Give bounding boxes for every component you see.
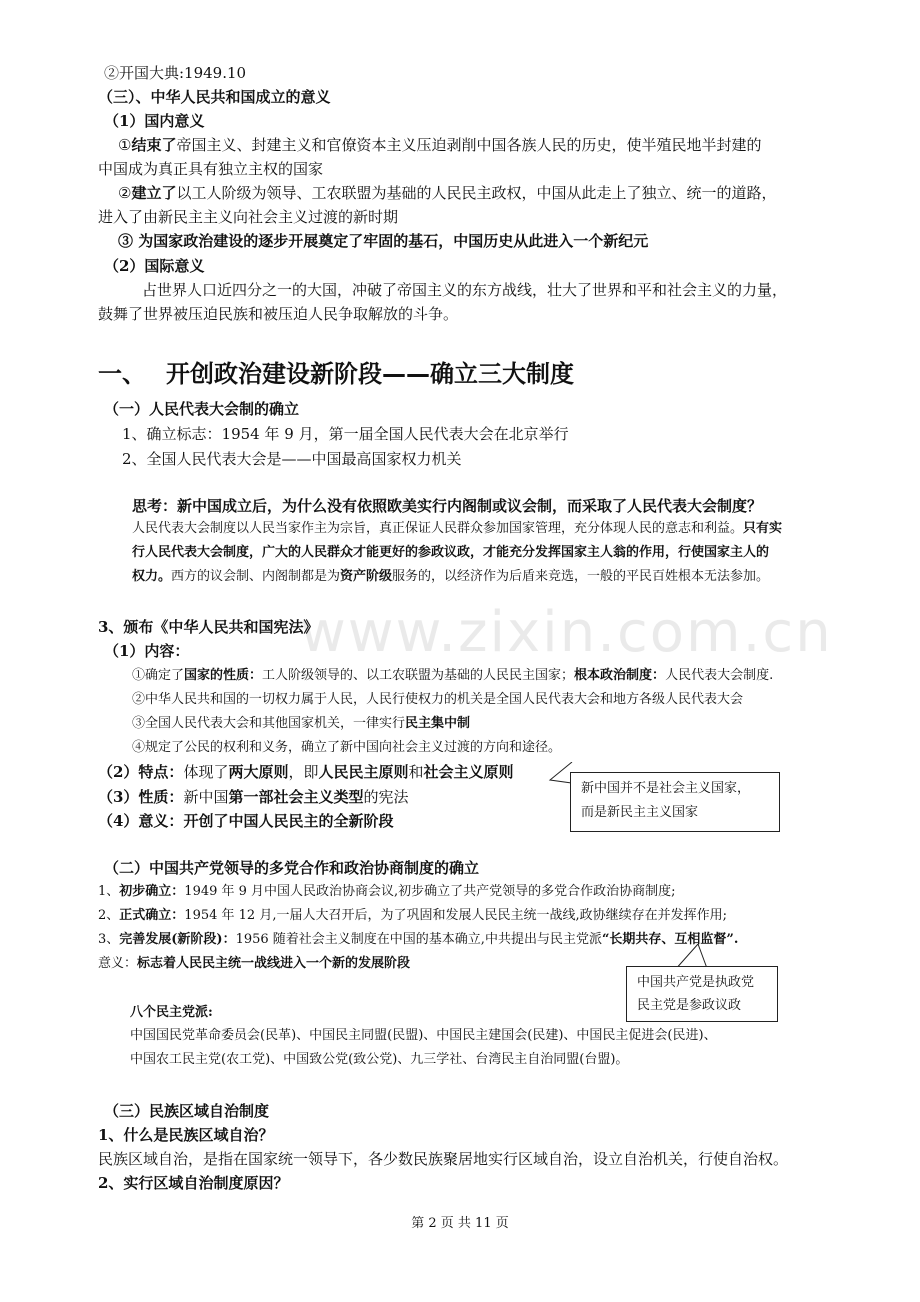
emphasis: 国家的性质： — [184, 668, 263, 683]
text-line: ②中华人民共和国的一切权力属于人民，人民行使权力的机关是全国人民代表大会和地方各级人民代表大会 — [132, 692, 744, 707]
emphasis: 结束了 — [131, 136, 177, 154]
question: 思考：新中国成立后，为什么没有依照欧美实行内阁制或议会制，而采取了人民代表大会制度？ — [132, 497, 763, 515]
text-line: 进入了由新民主主义向社会主义过渡的新时期 — [98, 208, 399, 226]
emphasis: 只有实 — [743, 521, 783, 536]
text: 1、 — [98, 884, 120, 899]
text-line — [132, 665, 773, 687]
text: ①确定了 — [132, 668, 185, 683]
text: 西方的议会制、内阁制都是为 — [171, 569, 341, 584]
text: 的宪法 — [363, 788, 409, 806]
text-line: ④规定了公民的权利和义务，确立了新中国向社会主义过渡的方向和途径。 — [132, 740, 562, 755]
text: 工人阶级领导的、以工农联盟为基础的人民民主国家； — [262, 668, 575, 683]
sub-heading: （2）国际意义 — [104, 257, 205, 275]
text: 意义： — [98, 956, 138, 971]
callout-text: 中国共产党是执政党 — [637, 975, 755, 990]
sub-heading: 2、实行区域自治制度原因？ — [98, 1174, 289, 1192]
text-line — [98, 761, 514, 783]
callout-box — [570, 772, 780, 832]
label: （2）特点： — [98, 763, 184, 781]
watermark: www.zixin.com.cn — [300, 600, 833, 665]
emphasis: 两大原则 — [228, 763, 289, 781]
text-line — [118, 182, 776, 204]
text-line — [132, 518, 782, 540]
heading-number: 一、 — [98, 360, 146, 388]
text-line: 中国成为真正具有独立主权的国家 — [98, 160, 324, 178]
emphasis: 民主集中制 — [405, 716, 471, 731]
emphasis: “长期共存、互相监督”. — [601, 932, 739, 947]
page-title — [98, 358, 574, 390]
text-line: 中国国民党革命委员会(民革)、中国民主同盟(民盟)、中国民主建国会(民建)、中国民主促进会(民进)、 — [130, 1028, 717, 1043]
text-line — [98, 953, 410, 975]
emphasis: 建立了 — [131, 184, 177, 202]
callout-text: 民主党是参政议政 — [637, 998, 742, 1013]
label: （3）性质： — [98, 788, 184, 806]
text: 2、 — [98, 908, 120, 923]
sub-heading: （1）国内意义 — [104, 112, 205, 130]
text-line: 鼓舞了世界被压迫民族和被压迫人民争取解放的斗争。 — [98, 305, 459, 323]
section-heading: （二）中国共产党领导的多党合作和政治协商制度的确立 — [104, 859, 480, 877]
text-line — [98, 929, 738, 951]
text: 人民代表大会制度以人民当家作主为宗旨，真正保证人民群众参加国家管理，充分体现人民的意志和利益。 — [132, 521, 744, 536]
emphasis: 社会主义原则 — [423, 763, 514, 781]
text-line: 民族区域自治，是指在国家统一领导下，各少数民族聚居地实行区域自治，设立自治机关，行使自治权。 — [98, 1150, 789, 1168]
section-heading: （一）人民代表大会制的确立 — [104, 400, 300, 418]
list-marker: ① — [118, 136, 132, 154]
text-line — [118, 134, 761, 156]
text: 人民代表大会制度. — [665, 668, 774, 683]
callout-text: 新中国并不是社会主义国家， — [581, 781, 751, 796]
sub-heading: 八个民主党派: — [130, 1005, 213, 1020]
page-number: 第 2 页 共 11 页 — [411, 1216, 509, 1231]
text-line — [132, 566, 769, 588]
text-line: ③ 为国家政治建设的逐步开展奠定了牢固的基石，中国历史从此进入一个新纪元 — [118, 232, 649, 250]
label: （4）意义： — [98, 812, 184, 830]
text-line: 1、确立标志：1954 年 9 月，第一届全国人民代表大会在北京举行 — [122, 425, 569, 443]
callout-text: 而是新民主主义国家 — [581, 805, 699, 820]
section-heading: 3、颁布《中华人民共和国宪法》 — [98, 618, 319, 636]
text-line — [98, 810, 393, 832]
text: 以工人阶级为领导、工农联盟为基础的人民民主政权，中国从此走上了独立、统一的道路， — [176, 184, 777, 202]
emphasis: 人民民主原则 — [318, 763, 409, 781]
text-line: 中国农工民主党(农工党)、中国致公党(致公党)、九三学社、台湾民主自治同盟(台盟)。 — [130, 1052, 629, 1067]
emphasis: 资产阶级 — [340, 569, 393, 584]
text: 1956 随着社会主义制度在中国的基本确立,中共提出与民主党派 — [235, 932, 602, 947]
text-line — [98, 905, 727, 927]
sub-heading: 1、什么是民族区域自治？ — [98, 1126, 274, 1144]
text-line — [132, 713, 470, 735]
emphasis: 完善发展(新阶段)： — [119, 932, 236, 947]
text: 服务的，以经济作为后盾来竞选，一般的平民百姓根本无法参加。 — [392, 569, 770, 584]
heading-text: 开创政治建设新阶段——确立三大制度 — [166, 360, 574, 388]
sub-heading: （1）内容： — [104, 642, 190, 660]
text: 帝国主义、封建主义和官僚资本主义压迫剥削中国各族人民的历史，使半殖民地半封建的 — [176, 136, 762, 154]
text-line: 行人民代表大会制度，广大的人民群众才能更好的参政议政，才能充分发挥国家主人翁的作用，行使国家主人的 — [132, 545, 770, 560]
text: 开创了中国人民民主的全新阶段 — [183, 812, 394, 830]
text: 1954 年 12 月,一届人大召开后，为了巩固和发展人民民主统一战线,政协继续存在并发挥作用; — [184, 908, 727, 923]
callout-box — [626, 966, 778, 1022]
emphasis: 初步确立： — [119, 884, 185, 899]
section-heading: （三）民族区域自治制度 — [104, 1102, 270, 1120]
emphasis: 第一部社会主义类型 — [228, 788, 364, 806]
emphasis: 标志着人民民主统一战线进入一个新的发展阶段 — [137, 956, 411, 971]
text: 和 — [408, 763, 424, 781]
text-line — [98, 881, 676, 903]
emphasis: 权力。 — [132, 569, 172, 584]
list-marker: ② — [118, 184, 132, 202]
text-line: ②开国大典:1949.10 — [104, 64, 247, 82]
text-line: 占世界人口近四分之一的大国，冲破了帝国主义的东方战线，壮大了世界和平和社会主义的力量， — [142, 281, 788, 299]
section-heading: （三）、中华人民共和国成立的意义 — [98, 88, 331, 106]
text: 3、 — [98, 932, 120, 947]
emphasis: 正式确立： — [119, 908, 185, 923]
text: ，即 — [288, 763, 319, 781]
text-line: 2、全国人民代表大会是——中国最高国家权力机关 — [122, 450, 462, 468]
emphasis: 根本政治制度： — [574, 668, 666, 683]
text-line — [98, 786, 409, 808]
text: 1949 年 9 月中国人民政治协商会议,初步确立了共产党领导的多党合作政治协商制度; — [184, 884, 676, 899]
text: 新中国 — [183, 788, 229, 806]
text: 体现了 — [183, 763, 229, 781]
text: ③全国人民代表大会和其他国家机关，一律实行 — [132, 716, 406, 731]
